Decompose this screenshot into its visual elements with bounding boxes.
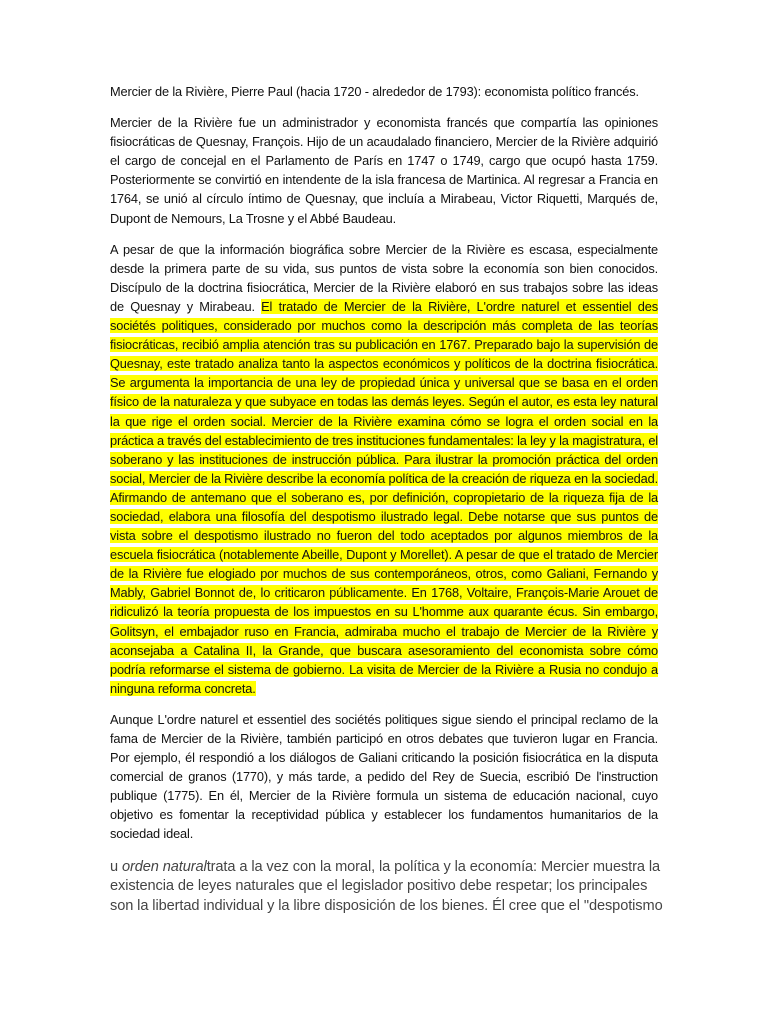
highlighted-text: El tratado de Mercier de la Rivière, L'ordre naturel et essentiel des sociétés politiques, considerado por muchos como la descripción más completa de las teorías fisiocráticas, recibió amplia atención tras su publicación en 1767. Preparado bajo la supervisión de Quesnay, este tratado analiza tanto la aspectos económicos y políticos de la doctrina fisiocrática. Se argumenta la importancia de una ley de propiedad única y universal que se basa en el orden físico de la naturaleza y que subyace en todas las demás leyes. Según el autor, es esta ley natural la que rige el orden social. Mercier de la Rivière examina cómo se logra el orden social en la práctica a través del establecimiento de tres instituciones fundamentales: la ley y la magistratura, el soberano y las instituciones de instrucción pública. Para ilustrar la promoción práctica del orden social, Mercier de la Rivière describe la economía política de la creación de riqueza en la sociedad. Afirmando de antemano que el soberano es, por definición, copropietario de la riqueza fija de la sociedad, elabora una filosofía del despotismo ilustrado legal. Debe notarse que sus puntos de vista sobre el despotismo ilustrado no fueron del todo aceptados por algunos miembros de la escuela fisiocrática (notablemente Abeille, Dupont y Morellet). A pesar de que el tratado de Mercier de la Rivière fue elogiado por muchos de sus contemporáneos, otros, como Galiani, Fernando y Mably, Gabriel Bonnot de, lo criticaron públicamente. En 1768, Voltaire, François-Marie Arouet de ridiculizó la teoría propuesta de los impuestos en su L'homme aux quarante écus. Sin embargo, Golitsyn, el embajador ruso en Francia, admiraba mucho el trabajo de Mercier de la Rivière y aconsejaba a Catalina II, la Grande, que buscara asesoramiento del economista sobre cómo podría reformarse el sistema de gobierno. La visita de Mercier de la Rivière a Rusia no condujo a ninguna reforma concreta. <box>110 298 658 696</box>
document-page <box>110 82 663 931</box>
treatise-intro-text: A pesar de que la información biográfica sobre Mercier de la Rivière es escasa, especialmente desde la primera parte de su vida, sus puntos de vista sobre la economía son bien conocidos. Discípulo de la doctrina fisiocrática, Mercier de la Rivière elaboró en sus trabajos sobre las ideas de Quesnay y Mirabeau. <box>110 241 658 314</box>
paragraph-title: Mercier de la Rivière, Pierre Paul (hacia 1720 - alrededor de 1793): economista político francés. <box>110 84 639 99</box>
paragraph-treatise <box>110 240 658 698</box>
natural-order-prefix: u <box>110 858 122 875</box>
paragraph-biography: Mercier de la Rivière fue un administrador y economista francés que compartía las opiniones fisiocráticas de Quesnay, François. Hijo de un acaudalado financiero, Mercier de la Rivière adquirió el cargo de concejal en el Parlamento de París en 1747 o 1749, cargo que ocupó hasta 1759. Posteriormente se convirtió en intendente de la isla francesa de Martinica. Al regresar a Francia en 1764, se unió al círculo íntimo de Quesnay, que incluía a Mirabeau, Victor Riquetti, Marqués de, Dupont de Nemours, La Trosne y el Abbé Baudeau. <box>110 115 658 226</box>
paragraph-debates: Aunque L'ordre naturel et essentiel des sociétés politiques sigue siendo el principal reclamo de la fama de Mercier de la Rivière, también participó en otros debates que tuvieron lugar en Francia. Por ejemplo, él respondió a los diálogos de Galiani criticando la posición fisiocrática en la disputa comercial de granos (1770), y más tarde, a pedido del Rey de Suecia, escribió De l'instruction publique (1775). En él, Mercier de la Rivière formula un sistema de educación nacional, cuyo objetivo es fomentar la receptividad pública y establecer los fundamentos humanitarios de la sociedad ideal. <box>110 711 658 842</box>
natural-order-text: trata a la vez con la moral, la política y la economía: Mercier muestra la existencia de leyes naturales que el legislador positivo debe respetar; los principales son la libertad individual y la libre disposición de los bienes. Él cree que el "despotismo <box>110 858 663 914</box>
natural-order-title: orden natural <box>121 858 207 875</box>
paragraph-natural-order <box>110 858 670 917</box>
